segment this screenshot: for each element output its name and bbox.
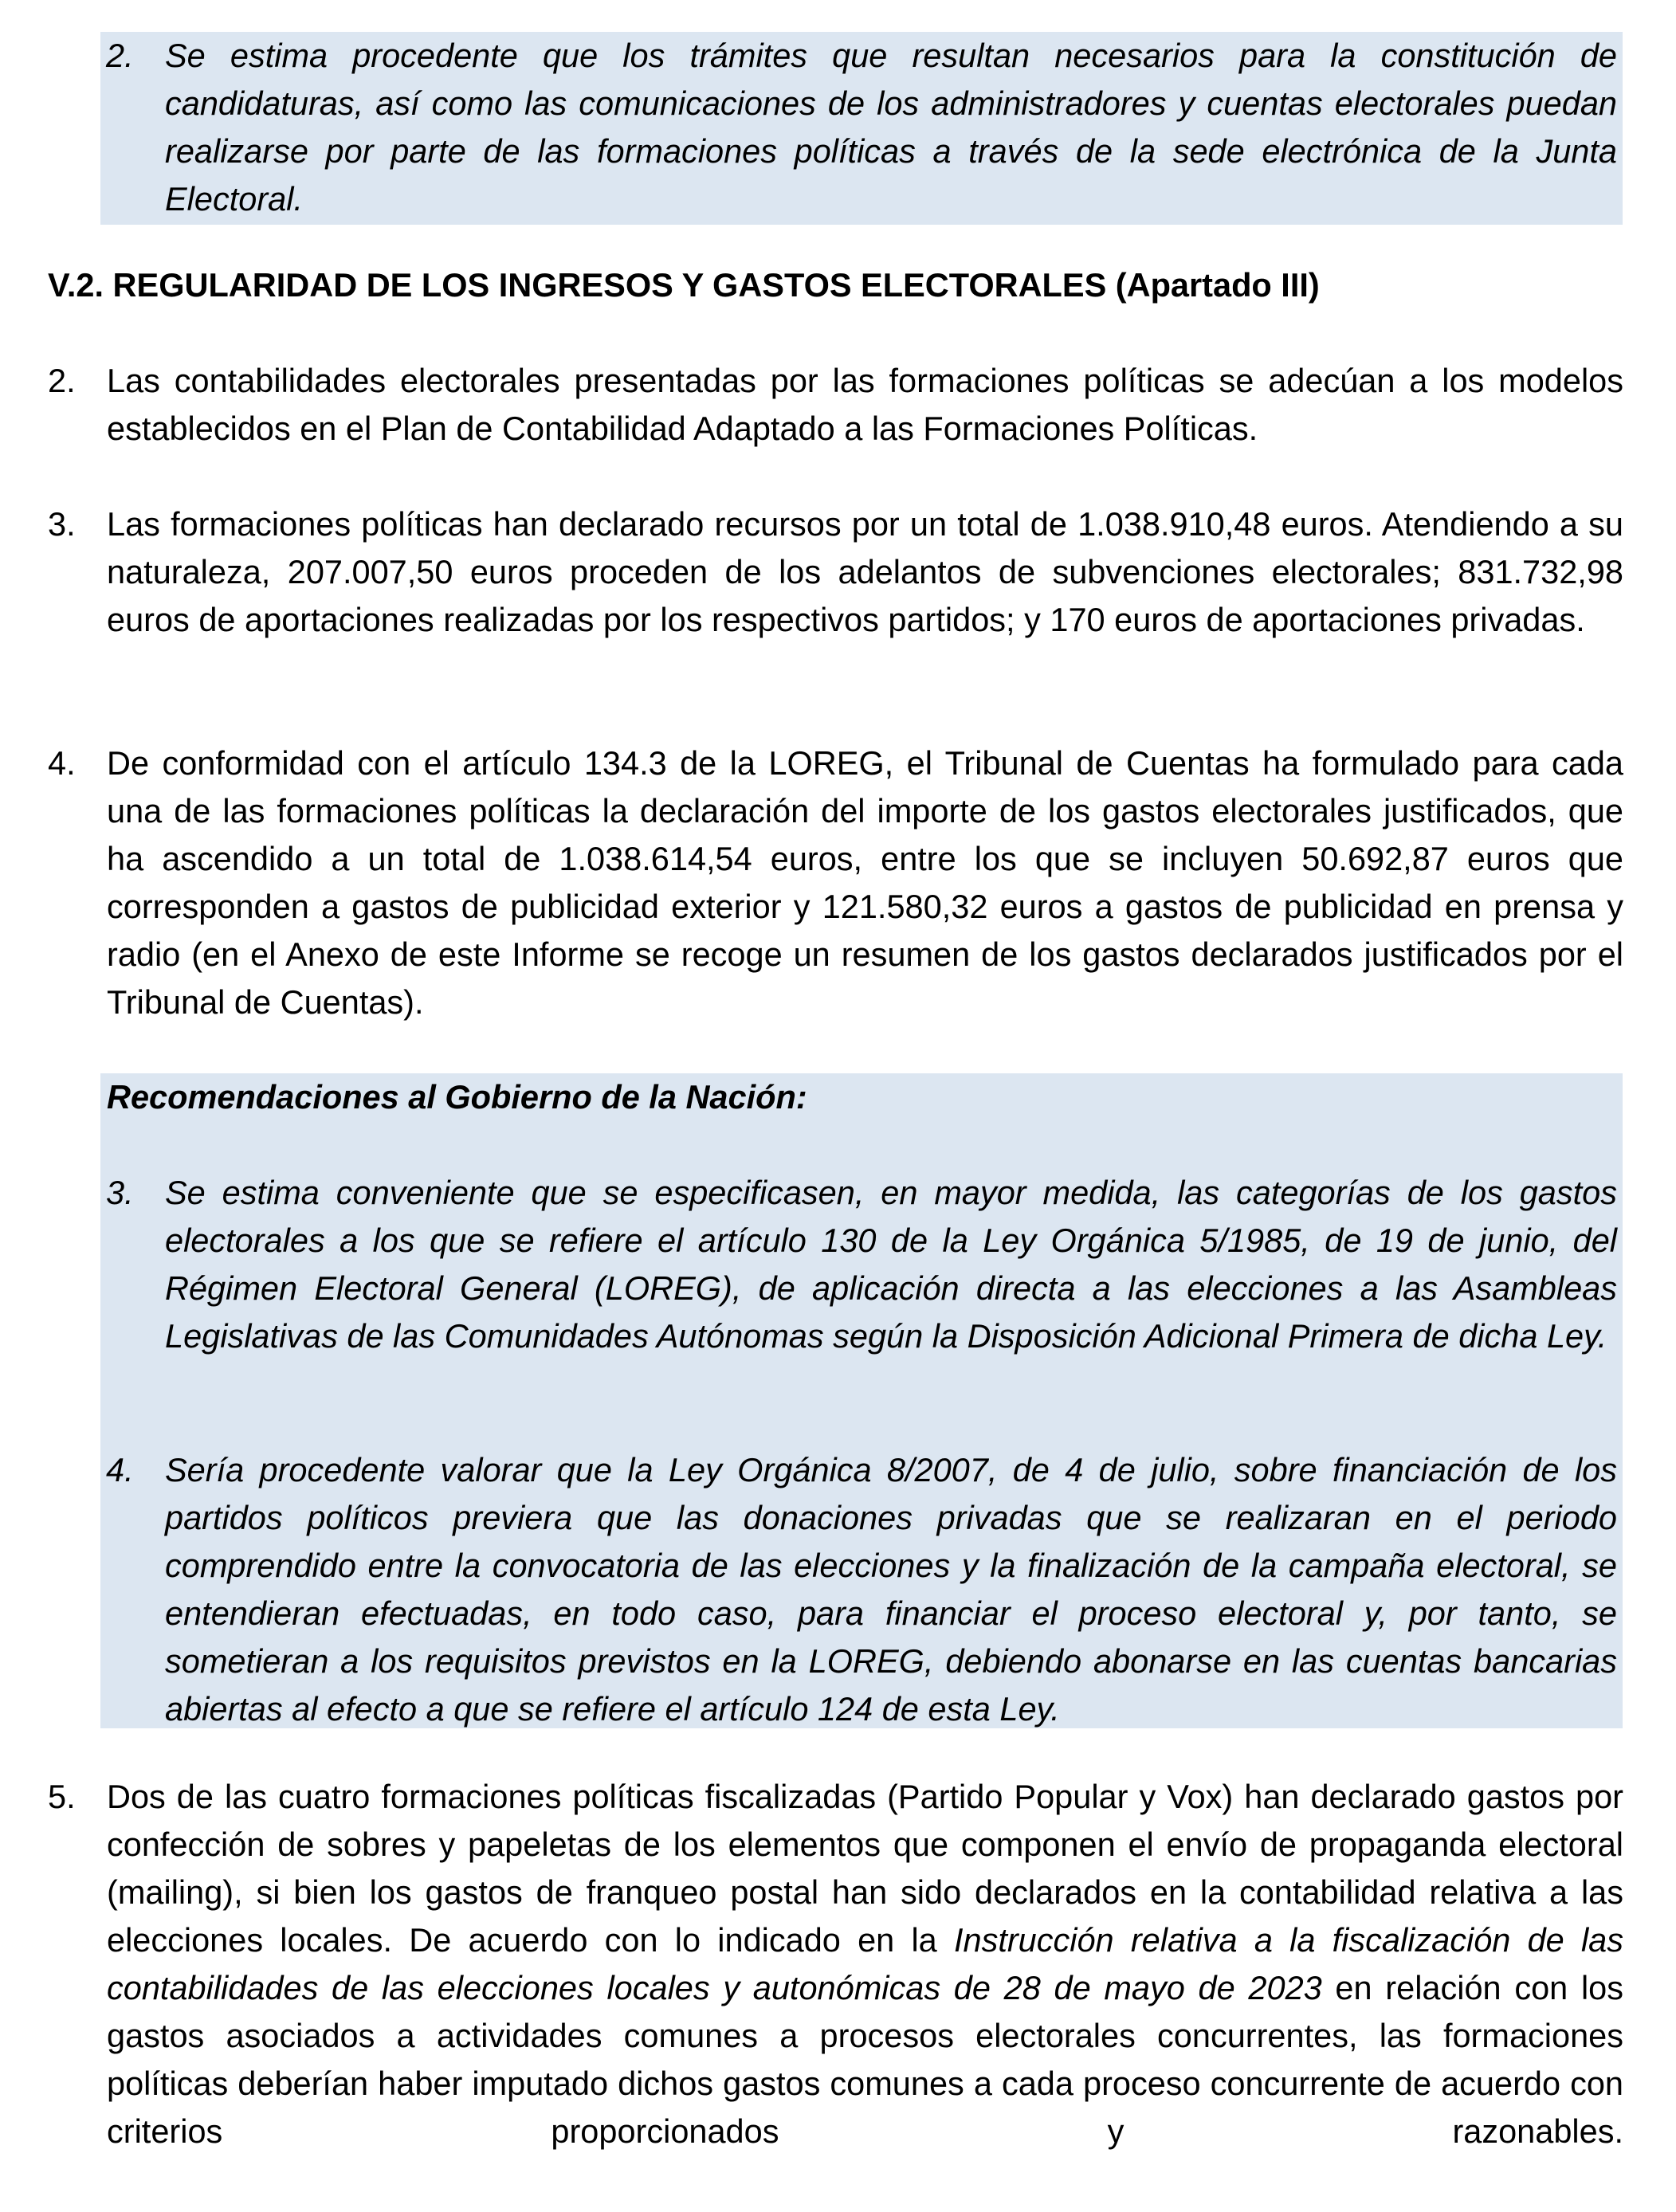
conclusion-text: Las formaciones políticas han declarado recursos por un total de 1.038.910,48 euros. Atendiendo a su naturaleza, 207.007,50 euros proceden de los adelantos de subvenciones electorales; 831.732,98 euros de aportaciones realizadas por los respectivos partidos; y 170 euros de aportaciones privadas.	[107, 505, 1623, 638]
conclusion-number: 5.	[48, 1778, 76, 1815]
conclusion-number: 3.	[48, 505, 76, 543]
conclusion-text: De conformidad con el artículo 134.3 de la LOREG, el Tribunal de Cuentas ha formulado para cada una de las formaciones políticas la declaración del importe de los gastos electorales justificados, que ha ascendido a un total de 1.038.614,54 euros, entre los que se incluyen 50.692,87 euros que corresponden a gastos de publicidad exterior y 121.580,32 euros a gastos de publicidad en prensa y radio (en el Anexo de este Informe se recoge un resumen de los gastos declarados justificados por el Tribunal de Cuentas).	[107, 744, 1623, 1021]
conclusion-5-text	[107, 1773, 1623, 2155]
recommendation-number: 4.	[106, 1451, 134, 1488]
recommendation-text: Se estima conveniente que se especificasen, en mayor medida, las categorías de los gastos electorales a los que se refiere el artículo 130 de la Ley Orgánica 5/1985, de 19 de junio, del Régimen Electoral General (LOREG), de aplicación directa a las elecciones a las Asambleas Legislativas de las Comunidades Autónomas según la Disposición Adicional Primera de dicha Ley.	[165, 1174, 1617, 1355]
recommendation-text: Sería procedente valorar que la Ley Orgánica 8/2007, de 4 de julio, sobre financiación de los partidos políticos previera que las donaciones privadas que se realizaran en el periodo comprendido entre la convocatoria de las elecciones y la finalización de la campaña electoral, se entendieran efectuadas, en todo caso, para financiar el proceso electoral y, por tanto, se sometieran a los requisitos previstos en la LOREG, debiendo abonarse en las cuentas bancarias abiertas al efecto a que se refiere el artículo 124 de esta Ley.	[165, 1451, 1617, 1728]
section-heading: V.2. REGULARIDAD DE LOS INGRESOS Y GASTOS ELECTORALES (Apartado III)	[48, 266, 1320, 304]
conclusion-5-text-before: Dos de las cuatro formaciones políticas fiscalizadas (Partido Popular y Vox) han declarado gastos por confección de sobres y papeletas de los elementos que componen el envío de propaganda electoral (mailing), si bien los gastos de franqueo postal han sido declarados en la contabilidad relativa a las elecciones locales. De acuerdo con lo indicado en la	[107, 1778, 1623, 1959]
top-recommendation-number: 2.	[106, 37, 134, 74]
conclusion-number: 2.	[48, 362, 76, 399]
top-recommendation-text: Se estima procedente que los trámites que resultan necesarios para la constitución de candidaturas, así como las comunicaciones de los administradores y cuentas electorales puedan realizarse por parte de las formaciones políticas a través de la sede electrónica de la Junta Electoral.	[165, 37, 1617, 218]
recommendations-title: Recomendaciones al Gobierno de la Nación:	[107, 1078, 807, 1116]
instruction-title: Instrucción relativa a la fiscalización de las contabilidades de las elecciones locales y autonómicas de 28 de mayo de 2023	[107, 1921, 1623, 2006]
conclusion-text: Las contabilidades electorales presentadas por las formaciones políticas se adecúan a los modelos establecidos en el Plan de Contabilidad Adaptado a las Formaciones Políticas.	[107, 362, 1623, 447]
recommendation-number: 3.	[106, 1174, 134, 1211]
conclusion-number: 4.	[48, 744, 76, 782]
conclusion-5-text-after: en relación con los gastos asociados a actividades comunes a procesos electorales concurrentes, las formaciones políticas deberían haber imputado dichos gastos comunes a cada proceso concurrente de acuerdo con criterios proporcionados y razonables.	[107, 1969, 1623, 2150]
